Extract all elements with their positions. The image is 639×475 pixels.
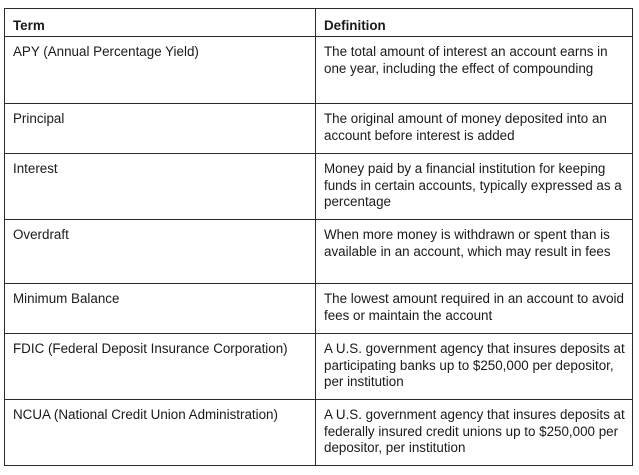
definition-cell: The original amount of money deposited into an account before interest is added: [316, 104, 633, 154]
term-cell: Principal: [5, 104, 316, 154]
table-row: [5, 154, 633, 220]
table-row: [5, 104, 633, 154]
header-row: [5, 9, 633, 37]
term-cell: Interest: [5, 154, 316, 220]
term-cell: NCUA (National Credit Union Administration): [5, 400, 316, 466]
table-row: [5, 220, 633, 284]
term-cell: Minimum Balance: [5, 284, 316, 334]
glossary-table: [4, 8, 633, 466]
definition-cell: A U.S. government agency that insures deposits at federally insured credit unions up to $250,000 per depositor, per institution: [316, 400, 633, 466]
definition-cell: The lowest amount required in an account to avoid fees or maintain the account: [316, 284, 633, 334]
definition-cell: A U.S. government agency that insures deposits at participating banks up to $250,000 per depositor, per institution: [316, 334, 633, 400]
term-cell: APY (Annual Percentage Yield): [5, 37, 316, 104]
definition-cell: Money paid by a financial institution for keeping funds in certain accounts, typically expressed as a percentage: [316, 154, 633, 220]
table-body: [5, 37, 633, 466]
table-row: [5, 334, 633, 400]
term-cell: Overdraft: [5, 220, 316, 284]
table-row: [5, 284, 633, 334]
table-header: [5, 9, 633, 37]
definition-cell: The total amount of interest an account earns in one year, including the effect of compounding: [316, 37, 633, 104]
term-cell: FDIC (Federal Deposit Insurance Corporation): [5, 334, 316, 400]
column-header-term: Term: [5, 9, 316, 37]
table-row: [5, 400, 633, 466]
table-row: [5, 37, 633, 104]
definition-cell: When more money is withdrawn or spent than is available in an account, which may result in fees: [316, 220, 633, 284]
column-header-definition: Definition: [316, 9, 633, 37]
